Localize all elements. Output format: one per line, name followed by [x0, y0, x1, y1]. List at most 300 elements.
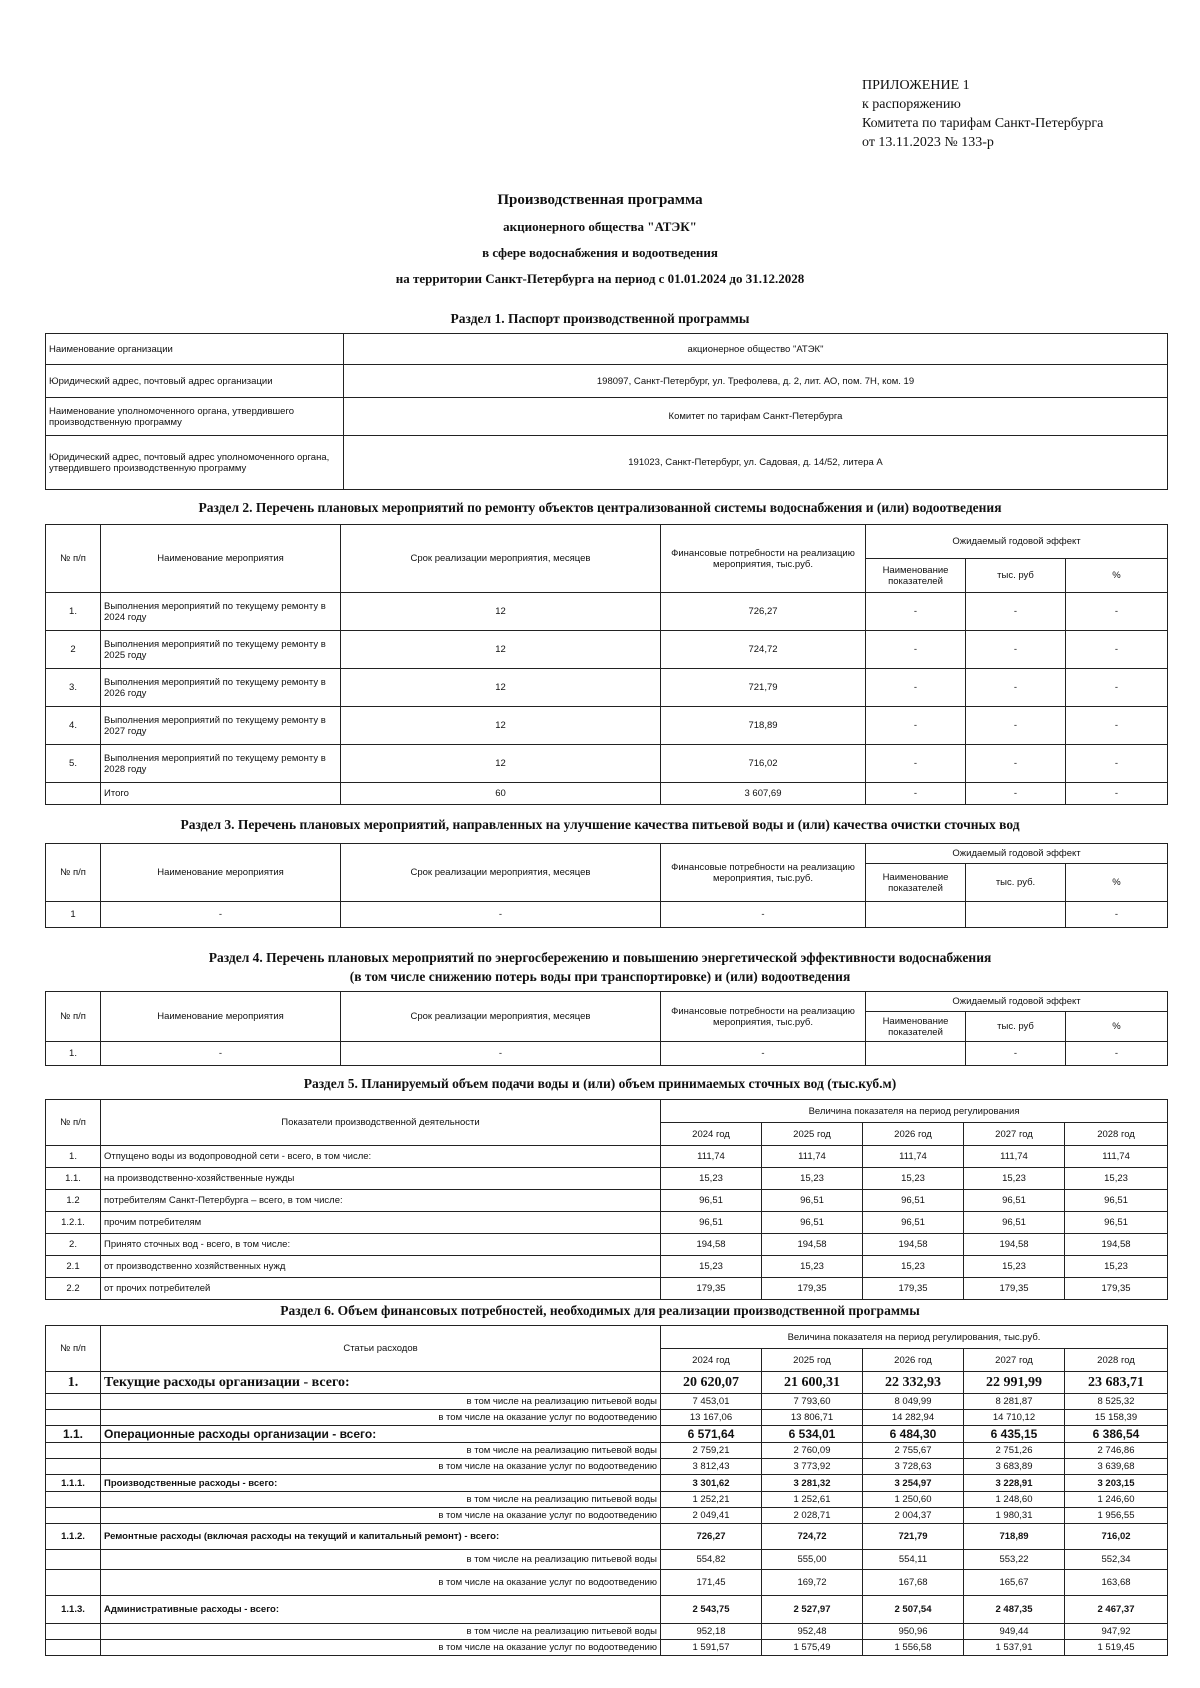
- doc-title-line-3: в сфере водоснабжения и водоотведения: [482, 245, 718, 260]
- cell-fin: 716,02: [661, 745, 866, 783]
- cell-ind: -: [866, 745, 966, 783]
- cell-num: [46, 1410, 101, 1426]
- cell-value: 949,44: [964, 1624, 1065, 1640]
- cell-pct: -: [1066, 631, 1168, 669]
- cell-name: -: [101, 1042, 341, 1066]
- table-row: [46, 1234, 1168, 1256]
- cell-value: 96,51: [863, 1190, 964, 1212]
- cell-value: 1 248,60: [964, 1492, 1065, 1508]
- cell-value: 15,23: [863, 1168, 964, 1190]
- cell-fin: 3 607,69: [661, 783, 866, 805]
- cell-pct: -: [1066, 669, 1168, 707]
- cell-num: 1.1.2.: [46, 1524, 101, 1550]
- cell-rub: -: [966, 745, 1066, 783]
- appendix-line-4: от 13.11.2023 № 133-р: [862, 135, 994, 150]
- table-row-total: [46, 1372, 1168, 1394]
- section4-heading-line-2: (в том числе снижению потерь воды при транспортировке) и (или) водоотведения: [349, 969, 851, 984]
- cell-value: 3 228,91: [964, 1475, 1065, 1492]
- cell-value: 952,48: [762, 1624, 863, 1640]
- cell-name: Выполнения мероприятий по текущему ремонту в 2026 году: [101, 669, 341, 707]
- cell-name: Производственные расходы - всего:: [101, 1475, 661, 1492]
- cell-name: в том числе на оказание услуг по водоотведению: [101, 1570, 661, 1596]
- cell-ind: [866, 1042, 966, 1066]
- cell-num: 1.1.3.: [46, 1596, 101, 1624]
- cell-value: 111,74: [863, 1146, 964, 1168]
- cell-value: 179,35: [1065, 1278, 1168, 1300]
- cell-name: в том числе на оказание услуг по водоотведению: [101, 1410, 661, 1426]
- table-row: [46, 707, 1168, 745]
- cell-rub: -: [966, 1042, 1066, 1066]
- cell-term: 60: [341, 783, 661, 805]
- cell-num: [46, 1624, 101, 1640]
- cell-value: 8 525,32: [1065, 1394, 1168, 1410]
- cell-value: 2 746,86: [1065, 1443, 1168, 1459]
- cell-value: 15,23: [964, 1256, 1065, 1278]
- appendix-line-3: Комитета по тарифам Санкт-Петербурга: [862, 116, 1104, 131]
- cell-num: 5.: [46, 745, 101, 783]
- cell-num: [46, 1508, 101, 1524]
- col-num: № п/п: [46, 1326, 101, 1372]
- appendix-block: [862, 76, 1103, 152]
- cell-name: в том числе на реализацию питьевой воды: [101, 1550, 661, 1570]
- cell-value: 96,51: [1065, 1190, 1168, 1212]
- cell-value: 8 281,87: [964, 1394, 1065, 1410]
- cell-value: 3 683,89: [964, 1459, 1065, 1475]
- cell-value: 179,35: [762, 1278, 863, 1300]
- table-row: [46, 334, 1168, 365]
- col-num: № п/п: [46, 992, 101, 1042]
- cell-name: в том числе на оказание услуг по водоотведению: [101, 1508, 661, 1524]
- cell-rub: -: [966, 631, 1066, 669]
- cell-value: 22 332,93: [863, 1372, 964, 1394]
- cell-value: 21 600,31: [762, 1372, 863, 1394]
- s1-value: акционерное общество "АТЭК": [344, 334, 1168, 365]
- appendix-line-1: ПРИЛОЖЕНИЕ 1: [862, 78, 970, 93]
- cell-value: 2 755,67: [863, 1443, 964, 1459]
- cell-ind: -: [866, 783, 966, 805]
- cell-value: 554,11: [863, 1550, 964, 1570]
- table-row: [46, 365, 1168, 398]
- col-term: Срок реализации мероприятия, месяцев: [341, 992, 661, 1042]
- cell-num: [46, 1443, 101, 1459]
- cell-name: в том числе на реализацию питьевой воды: [101, 1624, 661, 1640]
- col-year: 2024 год: [661, 1349, 762, 1372]
- section5-table: [45, 1099, 1168, 1300]
- table-row: [46, 1394, 1168, 1410]
- cell-value: 15 158,39: [1065, 1410, 1168, 1426]
- cell-value: 14 282,94: [863, 1410, 964, 1426]
- cell-pct: -: [1066, 783, 1168, 805]
- cell-value: 23 683,71: [1065, 1372, 1168, 1394]
- cell-value: 15,23: [762, 1256, 863, 1278]
- cell-value: 947,92: [1065, 1624, 1168, 1640]
- appendix-line-2: к распоряжению: [862, 97, 961, 112]
- table-row: [46, 1640, 1168, 1656]
- cell-num: 2: [46, 631, 101, 669]
- cell-value: 165,67: [964, 1570, 1065, 1596]
- cell-name: Ремонтные расходы (включая расходы на текущий и капитальный ремонт) - всего:: [101, 1524, 661, 1550]
- cell-num: 1.1.: [46, 1426, 101, 1443]
- table-row: [46, 631, 1168, 669]
- cell-value: 2 028,71: [762, 1508, 863, 1524]
- cell-value: 950,96: [863, 1624, 964, 1640]
- cell-value: 96,51: [661, 1190, 762, 1212]
- cell-ind: -: [866, 631, 966, 669]
- cell-num: 1.2.1.: [46, 1212, 101, 1234]
- col-term: Срок реализации мероприятия, месяцев: [341, 525, 661, 593]
- cell-term: -: [341, 902, 661, 928]
- cell-value: 169,72: [762, 1570, 863, 1596]
- cell-value: 726,27: [661, 1524, 762, 1550]
- col-name: Показатели производственной деятельности: [101, 1100, 661, 1146]
- cell-name: Текущие расходы организации - всего:: [101, 1372, 661, 1394]
- cell-value: 194,58: [1065, 1234, 1168, 1256]
- cell-num: 2.: [46, 1234, 101, 1256]
- cell-num: [46, 783, 101, 805]
- cell-name: Выполнения мероприятий по текущему ремонту в 2024 году: [101, 593, 341, 631]
- cell-value: 96,51: [964, 1190, 1065, 1212]
- cell-value: 3 773,92: [762, 1459, 863, 1475]
- cell-num: 1.1.: [46, 1168, 101, 1190]
- cell-value: 15,23: [762, 1168, 863, 1190]
- cell-name: в том числе на реализацию питьевой воды: [101, 1394, 661, 1410]
- cell-value: 2 543,75: [661, 1596, 762, 1624]
- cell-num: 3.: [46, 669, 101, 707]
- table-header-row: [46, 1326, 1168, 1349]
- cell-term: -: [341, 1042, 661, 1066]
- cell-value: 1 246,60: [1065, 1492, 1168, 1508]
- cell-name: Выполнения мероприятий по текущему ремонту в 2028 году: [101, 745, 341, 783]
- cell-value: 2 004,37: [863, 1508, 964, 1524]
- cell-name: Операционные расходы организации - всего:: [101, 1426, 661, 1443]
- col-indicators: Наименование показателей: [866, 559, 966, 593]
- cell-value: 555,00: [762, 1550, 863, 1570]
- cell-value: 718,89: [964, 1524, 1065, 1550]
- cell-value: 96,51: [661, 1212, 762, 1234]
- col-rub: тыс. руб: [966, 559, 1066, 593]
- cell-value: 716,02: [1065, 1524, 1168, 1550]
- cell-value: 724,72: [762, 1524, 863, 1550]
- cell-num: [46, 1394, 101, 1410]
- cell-value: 171,45: [661, 1570, 762, 1596]
- cell-num: [46, 1570, 101, 1596]
- cell-rub: -: [966, 669, 1066, 707]
- table-row: [46, 1624, 1168, 1640]
- doc-title-line-4: на территории Санкт-Петербурга на период с 01.01.2024 до 31.12.2028: [395, 271, 805, 286]
- cell-value: 6 571,64: [661, 1426, 762, 1443]
- cell-value: 194,58: [661, 1234, 762, 1256]
- section2-table: [45, 524, 1168, 805]
- cell-value: 2 487,35: [964, 1596, 1065, 1624]
- cell-value: 6 484,30: [863, 1426, 964, 1443]
- cell-fin: -: [661, 1042, 866, 1066]
- cell-rub: -: [966, 593, 1066, 631]
- cell-num: [46, 1550, 101, 1570]
- cell-value: 13 167,06: [661, 1410, 762, 1426]
- cell-fin: 726,27: [661, 593, 866, 631]
- col-year: 2025 год: [762, 1349, 863, 1372]
- section1-heading: Раздел 1. Паспорт производственной программы: [450, 311, 750, 326]
- cell-value: 167,68: [863, 1570, 964, 1596]
- table-row: [46, 398, 1168, 436]
- table-row: [46, 1168, 1168, 1190]
- cell-num: 1.: [46, 1372, 101, 1394]
- cell-num: 2.2: [46, 1278, 101, 1300]
- cell-ind: -: [866, 707, 966, 745]
- cell-value: 22 991,99: [964, 1372, 1065, 1394]
- doc-title-line-2: акционерного общества "АТЭК": [503, 219, 697, 234]
- section2-heading: Раздел 2. Перечень плановых мероприятий по ремонту объектов централизованной системы водоснабжения и (или) водоотведения: [198, 500, 1002, 515]
- cell-value: 15,23: [1065, 1256, 1168, 1278]
- cell-value: 1 519,45: [1065, 1640, 1168, 1656]
- cell-name: Итого: [101, 783, 341, 805]
- cell-ind: [866, 902, 966, 928]
- cell-value: 2 507,54: [863, 1596, 964, 1624]
- cell-term: 12: [341, 669, 661, 707]
- cell-value: 96,51: [762, 1212, 863, 1234]
- cell-ind: -: [866, 669, 966, 707]
- section4-heading-line-1: Раздел 4. Перечень плановых мероприятий по энергосбережению и повышению энергетической эффективности водоснабжения: [208, 950, 992, 965]
- cell-pct: -: [1066, 902, 1168, 928]
- table-row: [46, 1278, 1168, 1300]
- cell-fin: 721,79: [661, 669, 866, 707]
- table-row: [46, 1410, 1168, 1426]
- section1-table: [45, 333, 1168, 490]
- col-indicators: Наименование показателей: [866, 1012, 966, 1042]
- cell-fin: 724,72: [661, 631, 866, 669]
- col-effect: Ожидаемый годовой эффект: [866, 844, 1168, 864]
- cell-name: Административные расходы - всего:: [101, 1596, 661, 1624]
- col-pct: %: [1066, 559, 1168, 593]
- col-year: 2024 год: [661, 1123, 762, 1146]
- cell-value: 2 751,26: [964, 1443, 1065, 1459]
- s1-value: 191023, Санкт-Петербург, ул. Садовая, д. 14/52, литера А: [344, 436, 1168, 490]
- table-row: [46, 1550, 1168, 1570]
- cell-value: 15,23: [661, 1256, 762, 1278]
- cell-term: 12: [341, 593, 661, 631]
- cell-value: 3 301,62: [661, 1475, 762, 1492]
- cell-pct: -: [1066, 1042, 1168, 1066]
- col-year: 2026 год: [863, 1123, 964, 1146]
- col-rub: тыс. руб: [966, 1012, 1066, 1042]
- cell-num: 1.: [46, 1042, 101, 1066]
- cell-value: 3 203,15: [1065, 1475, 1168, 1492]
- cell-name: в том числе на оказание услуг по водоотведению: [101, 1459, 661, 1475]
- cell-value: 3 812,43: [661, 1459, 762, 1475]
- cell-value: 194,58: [863, 1234, 964, 1256]
- cell-value: 179,35: [661, 1278, 762, 1300]
- cell-value: 96,51: [863, 1212, 964, 1234]
- cell-name: Выполнения мероприятий по текущему ремонту в 2027 году: [101, 707, 341, 745]
- cell-value: 3 254,97: [863, 1475, 964, 1492]
- cell-value: 1 537,91: [964, 1640, 1065, 1656]
- table-row: [46, 1492, 1168, 1508]
- table-row-subtotal: [46, 1524, 1168, 1550]
- cell-num: [46, 1459, 101, 1475]
- cell-ind: -: [866, 593, 966, 631]
- s1-label: Юридический адрес, почтовый адрес организации: [46, 365, 344, 398]
- section3-heading: Раздел 3. Перечень плановых мероприятий, направленных на улучшение качества питьевой воды и (или) качества очистки сточных вод: [180, 817, 1020, 832]
- cell-fin: -: [661, 902, 866, 928]
- cell-value: 15,23: [661, 1168, 762, 1190]
- cell-value: 179,35: [863, 1278, 964, 1300]
- table-row: [46, 1146, 1168, 1168]
- col-year: 2028 год: [1065, 1123, 1168, 1146]
- cell-value: 13 806,71: [762, 1410, 863, 1426]
- table-row-subtotal: [46, 1596, 1168, 1624]
- table-row: [46, 902, 1168, 928]
- col-pct: %: [1066, 864, 1168, 902]
- s1-value: 198097, Санкт-Петербург, ул. Трефолева, д. 2, лит. АО, пом. 7Н, ком. 19: [344, 365, 1168, 398]
- section3-table: [45, 843, 1168, 928]
- col-name: Наименование мероприятия: [101, 992, 341, 1042]
- cell-name: Выполнения мероприятий по текущему ремонту в 2025 году: [101, 631, 341, 669]
- col-year: 2025 год: [762, 1123, 863, 1146]
- table-row: [46, 1570, 1168, 1596]
- col-effect: Ожидаемый годовой эффект: [866, 992, 1168, 1012]
- s1-label: Юридический адрес, почтовый адрес уполномоченного органа, утвердившего производственную программу: [46, 436, 344, 490]
- table-row: [46, 1256, 1168, 1278]
- cell-value: 721,79: [863, 1524, 964, 1550]
- table-header-row: [46, 844, 1168, 864]
- cell-name: в том числе на реализацию питьевой воды: [101, 1492, 661, 1508]
- table-header-row: [46, 525, 1168, 559]
- cell-name: на производственно-хозяйственные нужды: [101, 1168, 661, 1190]
- col-period: Величина показателя на период регулирования, тыс.руб.: [661, 1326, 1168, 1349]
- cell-fin: 718,89: [661, 707, 866, 745]
- col-num: № п/п: [46, 844, 101, 902]
- table-row: [46, 669, 1168, 707]
- cell-value: 1 556,58: [863, 1640, 964, 1656]
- table-row: [46, 1042, 1168, 1066]
- cell-name: в том числе на оказание услуг по водоотведению: [101, 1640, 661, 1656]
- cell-term: 12: [341, 707, 661, 745]
- cell-num: 4.: [46, 707, 101, 745]
- cell-num: 1.: [46, 1146, 101, 1168]
- cell-value: 2 760,09: [762, 1443, 863, 1459]
- cell-value: 1 980,31: [964, 1508, 1065, 1524]
- table-row: [46, 745, 1168, 783]
- section6-heading: Раздел 6. Объем финансовых потребностей, необходимых для реализации производственной программы: [280, 1303, 920, 1318]
- table-row: [46, 436, 1168, 490]
- cell-value: 15,23: [863, 1256, 964, 1278]
- cell-value: 952,18: [661, 1624, 762, 1640]
- cell-name: Принято сточных вод - всего, в том числе:: [101, 1234, 661, 1256]
- cell-pct: -: [1066, 707, 1168, 745]
- col-fin: Финансовые потребности на реализацию мероприятия, тыс.руб.: [661, 992, 866, 1042]
- cell-num: [46, 1640, 101, 1656]
- cell-num: 1.: [46, 593, 101, 631]
- cell-value: 194,58: [964, 1234, 1065, 1256]
- table-header-row: [46, 1100, 1168, 1123]
- cell-num: [46, 1492, 101, 1508]
- cell-value: 7 793,60: [762, 1394, 863, 1410]
- cell-value: 2 049,41: [661, 1508, 762, 1524]
- cell-value: 8 049,99: [863, 1394, 964, 1410]
- col-year: 2028 год: [1065, 1349, 1168, 1372]
- cell-value: 554,82: [661, 1550, 762, 1570]
- col-rub: тыс. руб.: [966, 864, 1066, 902]
- cell-value: 6 534,01: [762, 1426, 863, 1443]
- cell-value: 1 252,61: [762, 1492, 863, 1508]
- col-num: № п/п: [46, 1100, 101, 1146]
- cell-value: 111,74: [762, 1146, 863, 1168]
- cell-value: 15,23: [1065, 1168, 1168, 1190]
- table-row: [46, 1459, 1168, 1475]
- cell-name: Отпущено воды из водопроводной сети - всего, в том числе:: [101, 1146, 661, 1168]
- cell-pct: -: [1066, 745, 1168, 783]
- table-row-subtotal: [46, 1426, 1168, 1443]
- cell-value: 14 710,12: [964, 1410, 1065, 1426]
- cell-num: 2.1: [46, 1256, 101, 1278]
- cell-name: в том числе на реализацию питьевой воды: [101, 1443, 661, 1459]
- table-row-subtotal: [46, 1475, 1168, 1492]
- table-row: [46, 1212, 1168, 1234]
- col-num: № п/п: [46, 525, 101, 593]
- col-year: 2027 год: [964, 1123, 1065, 1146]
- cell-value: 1 250,60: [863, 1492, 964, 1508]
- cell-num: 1: [46, 902, 101, 928]
- cell-value: 553,22: [964, 1550, 1065, 1570]
- cell-value: 6 386,54: [1065, 1426, 1168, 1443]
- cell-value: 163,68: [1065, 1570, 1168, 1596]
- cell-value: 111,74: [1065, 1146, 1168, 1168]
- cell-value: 3 639,68: [1065, 1459, 1168, 1475]
- cell-value: 1 591,57: [661, 1640, 762, 1656]
- cell-value: 7 453,01: [661, 1394, 762, 1410]
- cell-num: 1.1.1.: [46, 1475, 101, 1492]
- table-row: [46, 1508, 1168, 1524]
- cell-value: 6 435,15: [964, 1426, 1065, 1443]
- col-fin: Финансовые потребности на реализацию мероприятия, тыс.руб.: [661, 844, 866, 902]
- col-effect: Ожидаемый годовой эффект: [866, 525, 1168, 559]
- col-term: Срок реализации мероприятия, месяцев: [341, 844, 661, 902]
- cell-name: -: [101, 902, 341, 928]
- cell-value: 194,58: [762, 1234, 863, 1256]
- s1-label: Наименование уполномоченного органа, утвердившего производственную программу: [46, 398, 344, 436]
- table-row: [46, 1443, 1168, 1459]
- col-year: 2027 год: [964, 1349, 1065, 1372]
- col-indicators: Наименование показателей: [866, 864, 966, 902]
- doc-title-line-1: Производственная программа: [497, 192, 703, 208]
- cell-value: 552,34: [1065, 1550, 1168, 1570]
- cell-name: потребителям Санкт-Петербурга – всего, в том числе:: [101, 1190, 661, 1212]
- cell-rub: -: [966, 783, 1066, 805]
- section5-heading: Раздел 5. Планируемый объем подачи воды и (или) объем принимаемых сточных вод (тыс.куб.м): [303, 1076, 897, 1091]
- s1-label: Наименование организации: [46, 334, 344, 365]
- cell-value: 1 956,55: [1065, 1508, 1168, 1524]
- cell-num: 1.2: [46, 1190, 101, 1212]
- table-row: [46, 1190, 1168, 1212]
- col-pct: %: [1066, 1012, 1168, 1042]
- section4-table: [45, 991, 1168, 1066]
- cell-value: 2 527,97: [762, 1596, 863, 1624]
- col-fin: Финансовые потребности на реализацию мероприятия, тыс.руб.: [661, 525, 866, 593]
- cell-value: 96,51: [964, 1212, 1065, 1234]
- col-name: Наименование мероприятия: [101, 525, 341, 593]
- cell-value: 1 252,21: [661, 1492, 762, 1508]
- cell-name: от прочих потребителей: [101, 1278, 661, 1300]
- cell-value: 2 467,37: [1065, 1596, 1168, 1624]
- cell-value: 2 759,21: [661, 1443, 762, 1459]
- cell-value: 179,35: [964, 1278, 1065, 1300]
- cell-pct: -: [1066, 593, 1168, 631]
- cell-value: 111,74: [964, 1146, 1065, 1168]
- col-year: 2026 год: [863, 1349, 964, 1372]
- col-name: Наименование мероприятия: [101, 844, 341, 902]
- cell-name: прочим потребителям: [101, 1212, 661, 1234]
- cell-value: 1 575,49: [762, 1640, 863, 1656]
